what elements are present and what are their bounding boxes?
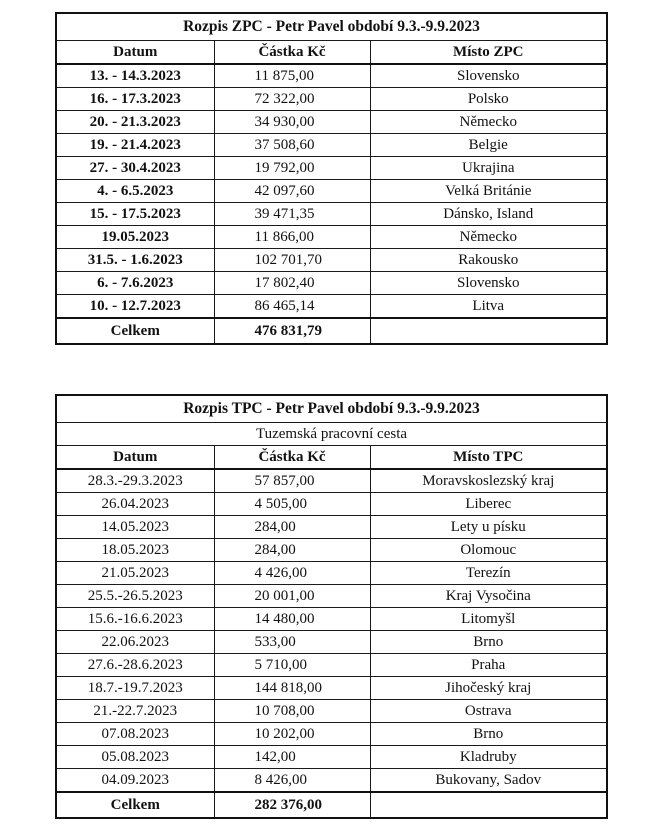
tpc-table bbox=[55, 394, 608, 819]
table-row bbox=[56, 157, 607, 180]
date-cell: 13. - 14.3.2023 bbox=[56, 64, 214, 88]
date-cell: 05.08.2023 bbox=[56, 746, 214, 769]
date-cell: 20. - 21.3.2023 bbox=[56, 111, 214, 134]
date-cell: 21.05.2023 bbox=[56, 562, 214, 585]
date-cell: 27. - 30.4.2023 bbox=[56, 157, 214, 180]
place-cell: Liberec bbox=[370, 493, 607, 516]
table-row bbox=[56, 272, 607, 295]
zpc-title: Rozpis ZPC - Petr Pavel období 9.3.-9.9.2023 bbox=[56, 13, 607, 41]
amount-cell: 142,00 bbox=[214, 746, 370, 769]
date-cell: 18.7.-19.7.2023 bbox=[56, 677, 214, 700]
tpc-subtitle: Tuzemská pracovní cesta bbox=[56, 423, 607, 446]
place-cell: Praha bbox=[370, 654, 607, 677]
amount-cell: 144 818,00 bbox=[214, 677, 370, 700]
place-cell: Litva bbox=[370, 295, 607, 319]
place-cell: Olomouc bbox=[370, 539, 607, 562]
place-cell: Terezín bbox=[370, 562, 607, 585]
date-cell: 31.5. - 1.6.2023 bbox=[56, 249, 214, 272]
place-cell: Velká Británie bbox=[370, 180, 607, 203]
amount-cell: 8 426,00 bbox=[214, 769, 370, 793]
tpc-subtitle-row bbox=[56, 423, 607, 446]
date-cell: 07.08.2023 bbox=[56, 723, 214, 746]
date-cell: 19. - 21.4.2023 bbox=[56, 134, 214, 157]
table-row bbox=[56, 746, 607, 769]
date-cell: 27.6.-28.6.2023 bbox=[56, 654, 214, 677]
tpc-header-row bbox=[56, 446, 607, 470]
amount-cell: 20 001,00 bbox=[214, 585, 370, 608]
date-cell: 15. - 17.5.2023 bbox=[56, 203, 214, 226]
tpc-title: Rozpis TPC - Petr Pavel období 9.3.-9.9.2023 bbox=[56, 395, 607, 423]
date-cell: 22.06.2023 bbox=[56, 631, 214, 654]
date-cell: 18.05.2023 bbox=[56, 539, 214, 562]
date-cell: 16. - 17.3.2023 bbox=[56, 88, 214, 111]
tpc-total-row bbox=[56, 792, 607, 818]
table-row bbox=[56, 295, 607, 319]
amount-cell: 102 701,70 bbox=[214, 249, 370, 272]
table-row bbox=[56, 64, 607, 88]
table-row bbox=[56, 585, 607, 608]
amount-cell: 57 857,00 bbox=[214, 469, 370, 493]
table-row bbox=[56, 700, 607, 723]
date-cell: 28.3.-29.3.2023 bbox=[56, 469, 214, 493]
amount-cell: 11 866,00 bbox=[214, 226, 370, 249]
total-label: Celkem bbox=[56, 792, 214, 818]
tpc-header-amount: Částka Kč bbox=[214, 446, 370, 470]
zpc-title-row bbox=[56, 13, 607, 41]
place-cell: Ostrava bbox=[370, 700, 607, 723]
table-row bbox=[56, 677, 607, 700]
amount-cell: 42 097,60 bbox=[214, 180, 370, 203]
place-cell: Brno bbox=[370, 723, 607, 746]
date-cell: 25.5.-26.5.2023 bbox=[56, 585, 214, 608]
table-row bbox=[56, 111, 607, 134]
date-cell: 04.09.2023 bbox=[56, 769, 214, 793]
table-row bbox=[56, 539, 607, 562]
tpc-title-row bbox=[56, 395, 607, 423]
amount-cell: 4 426,00 bbox=[214, 562, 370, 585]
date-cell: 4. - 6.5.2023 bbox=[56, 180, 214, 203]
zpc-table bbox=[55, 12, 608, 345]
zpc-total-row bbox=[56, 318, 607, 344]
tpc-header-date: Datum bbox=[56, 446, 214, 470]
place-cell: Polsko bbox=[370, 88, 607, 111]
zpc-header-amount: Částka Kč bbox=[214, 41, 370, 65]
zpc-header-place: Místo ZPC bbox=[370, 41, 607, 65]
table-row bbox=[56, 562, 607, 585]
table-row bbox=[56, 134, 607, 157]
tpc-table-body bbox=[56, 395, 607, 818]
table-row bbox=[56, 469, 607, 493]
table-row bbox=[56, 769, 607, 793]
amount-cell: 39 471,35 bbox=[214, 203, 370, 226]
place-cell: Ukrajina bbox=[370, 157, 607, 180]
amount-cell: 533,00 bbox=[214, 631, 370, 654]
place-cell: Německo bbox=[370, 111, 607, 134]
amount-cell: 284,00 bbox=[214, 516, 370, 539]
table-row bbox=[56, 249, 607, 272]
date-cell: 6. - 7.6.2023 bbox=[56, 272, 214, 295]
place-cell: Lety u písku bbox=[370, 516, 607, 539]
amount-cell: 19 792,00 bbox=[214, 157, 370, 180]
zpc-header-date: Datum bbox=[56, 41, 214, 65]
place-cell: Jihočeský kraj bbox=[370, 677, 607, 700]
total-place bbox=[370, 318, 607, 344]
amount-cell: 10 708,00 bbox=[214, 700, 370, 723]
zpc-header-row bbox=[56, 41, 607, 65]
table-row bbox=[56, 723, 607, 746]
place-cell: Německo bbox=[370, 226, 607, 249]
place-cell: Slovensko bbox=[370, 64, 607, 88]
amount-cell: 37 508,60 bbox=[214, 134, 370, 157]
table-row bbox=[56, 516, 607, 539]
amount-cell: 10 202,00 bbox=[214, 723, 370, 746]
amount-cell: 11 875,00 bbox=[214, 64, 370, 88]
date-cell: 19.05.2023 bbox=[56, 226, 214, 249]
amount-cell: 72 322,00 bbox=[214, 88, 370, 111]
place-cell: Dánsko, Island bbox=[370, 203, 607, 226]
date-cell: 15.6.-16.6.2023 bbox=[56, 608, 214, 631]
date-cell: 26.04.2023 bbox=[56, 493, 214, 516]
amount-cell: 17 802,40 bbox=[214, 272, 370, 295]
amount-cell: 4 505,00 bbox=[214, 493, 370, 516]
place-cell: Kraj Vysočina bbox=[370, 585, 607, 608]
table-row bbox=[56, 493, 607, 516]
place-cell: Moravskoslezský kraj bbox=[370, 469, 607, 493]
table-row bbox=[56, 631, 607, 654]
zpc-table-body bbox=[56, 13, 607, 344]
place-cell: Bukovany, Sadov bbox=[370, 769, 607, 793]
tpc-header-place: Místo TPC bbox=[370, 446, 607, 470]
place-cell: Belgie bbox=[370, 134, 607, 157]
total-place bbox=[370, 792, 607, 818]
place-cell: Rakousko bbox=[370, 249, 607, 272]
place-cell: Litomyšl bbox=[370, 608, 607, 631]
date-cell: 10. - 12.7.2023 bbox=[56, 295, 214, 319]
place-cell: Kladruby bbox=[370, 746, 607, 769]
total-label: Celkem bbox=[56, 318, 214, 344]
amount-cell: 284,00 bbox=[214, 539, 370, 562]
total-amount: 476 831,79 bbox=[214, 318, 370, 344]
place-cell: Slovensko bbox=[370, 272, 607, 295]
table-row bbox=[56, 608, 607, 631]
table-row bbox=[56, 654, 607, 677]
table-row bbox=[56, 88, 607, 111]
date-cell: 14.05.2023 bbox=[56, 516, 214, 539]
amount-cell: 86 465,14 bbox=[214, 295, 370, 319]
date-cell: 21.-22.7.2023 bbox=[56, 700, 214, 723]
amount-cell: 14 480,00 bbox=[214, 608, 370, 631]
amount-cell: 5 710,00 bbox=[214, 654, 370, 677]
table-row bbox=[56, 226, 607, 249]
total-amount: 282 376,00 bbox=[214, 792, 370, 818]
amount-cell: 34 930,00 bbox=[214, 111, 370, 134]
table-row bbox=[56, 203, 607, 226]
place-cell: Brno bbox=[370, 631, 607, 654]
table-row bbox=[56, 180, 607, 203]
